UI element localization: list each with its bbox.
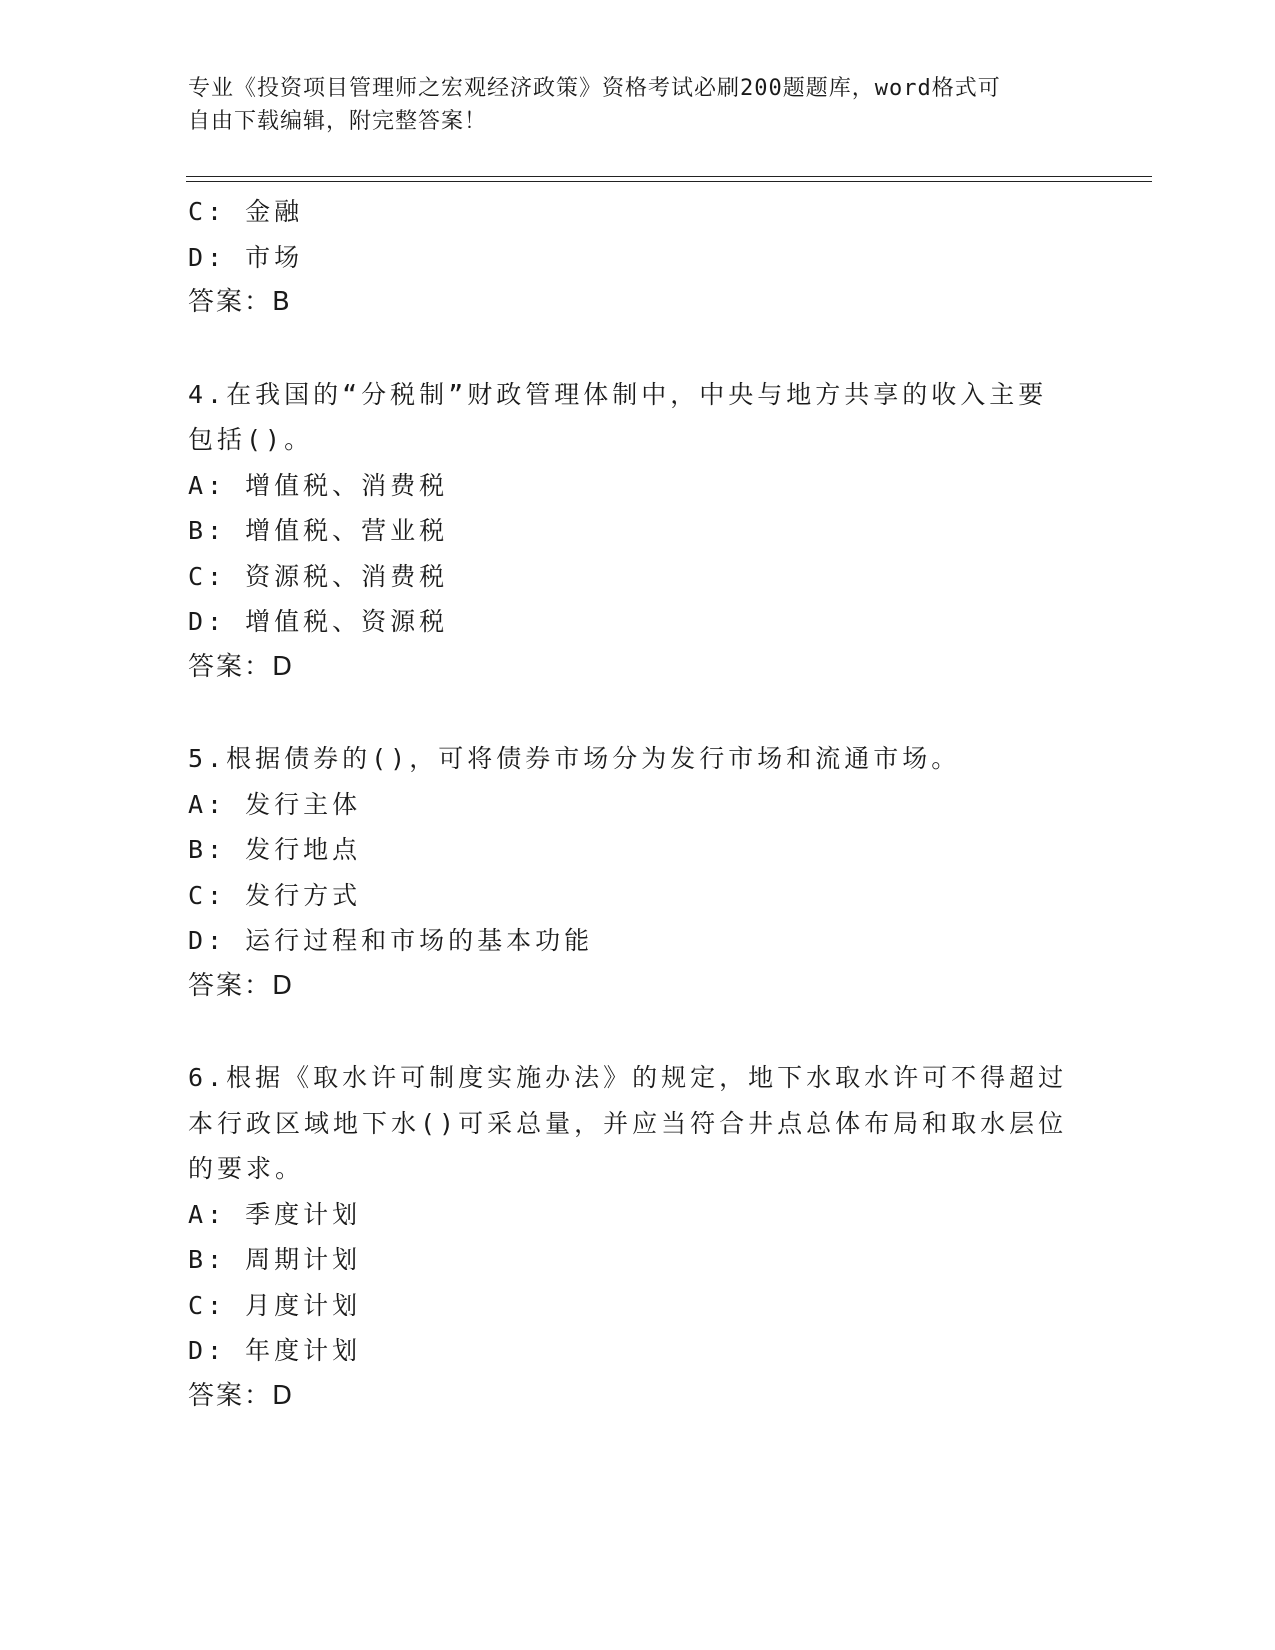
question-block-5 — [188, 736, 1068, 1009]
option-c: C: 金融 — [188, 197, 304, 226]
header-divider-bottom — [186, 181, 1152, 182]
question-stem-line: 4.在我国的“分税制”财政管理体制中，中央与地方共享的收入主要 — [188, 379, 1048, 409]
header-title-line-1: 专业《投资项目管理师之宏观经济政策》资格考试必刷200题题库，word格式可 — [188, 76, 1001, 101]
option-a: A: 季度计划 — [188, 1199, 362, 1229]
option-d: D: 市场 — [188, 242, 304, 272]
question-stem-line: 6.根据《取水许可制度实施办法》的规定，地下水取水许可不得超过 — [188, 1063, 1068, 1092]
answer-line: 答案：B — [188, 287, 292, 317]
question-stem-line: 包括()。 — [188, 425, 314, 454]
answer-line: 答案：D — [188, 651, 295, 682]
question-list — [188, 189, 1068, 1419]
option-c: C: 月度计划 — [188, 1290, 362, 1320]
option-d: D: 运行过程和市场的基本功能 — [188, 926, 594, 955]
document-header — [188, 72, 1088, 138]
option-c: C: 资源税、消费税 — [188, 561, 449, 591]
option-a: A: 增值税、消费税 — [188, 470, 449, 500]
spacer — [188, 326, 1068, 372]
question-stem-line: 本行政区域地下水()可采总量，并应当符合井点总体布局和取水层位 — [188, 1108, 1068, 1138]
option-a: A: 发行主体 — [188, 789, 362, 819]
spacer — [188, 1009, 1068, 1055]
header-title-line-2: 自由下载编辑，附完整答案！ — [188, 109, 488, 134]
question-block-6 — [188, 1055, 1068, 1419]
option-d: D: 增值税、资源税 — [188, 607, 449, 636]
question-stem-line: 5.根据债券的()，可将债券市场分为发行市场和流通市场。 — [188, 744, 961, 773]
header-divider-top — [186, 176, 1152, 177]
option-d: D: 年度计划 — [188, 1336, 362, 1365]
answer-line: 答案：D — [188, 1380, 295, 1411]
spacer — [188, 690, 1068, 736]
question-block-3 — [188, 189, 1068, 326]
answer-line: 答案：D — [188, 970, 295, 1001]
question-block-4 — [188, 372, 1068, 691]
option-b: B: 周期计划 — [188, 1245, 362, 1274]
option-c: C: 发行方式 — [188, 880, 362, 910]
option-b: B: 增值税、营业税 — [188, 516, 449, 545]
question-stem-line: 的要求。 — [188, 1154, 305, 1183]
option-b: B: 发行地点 — [188, 835, 362, 864]
